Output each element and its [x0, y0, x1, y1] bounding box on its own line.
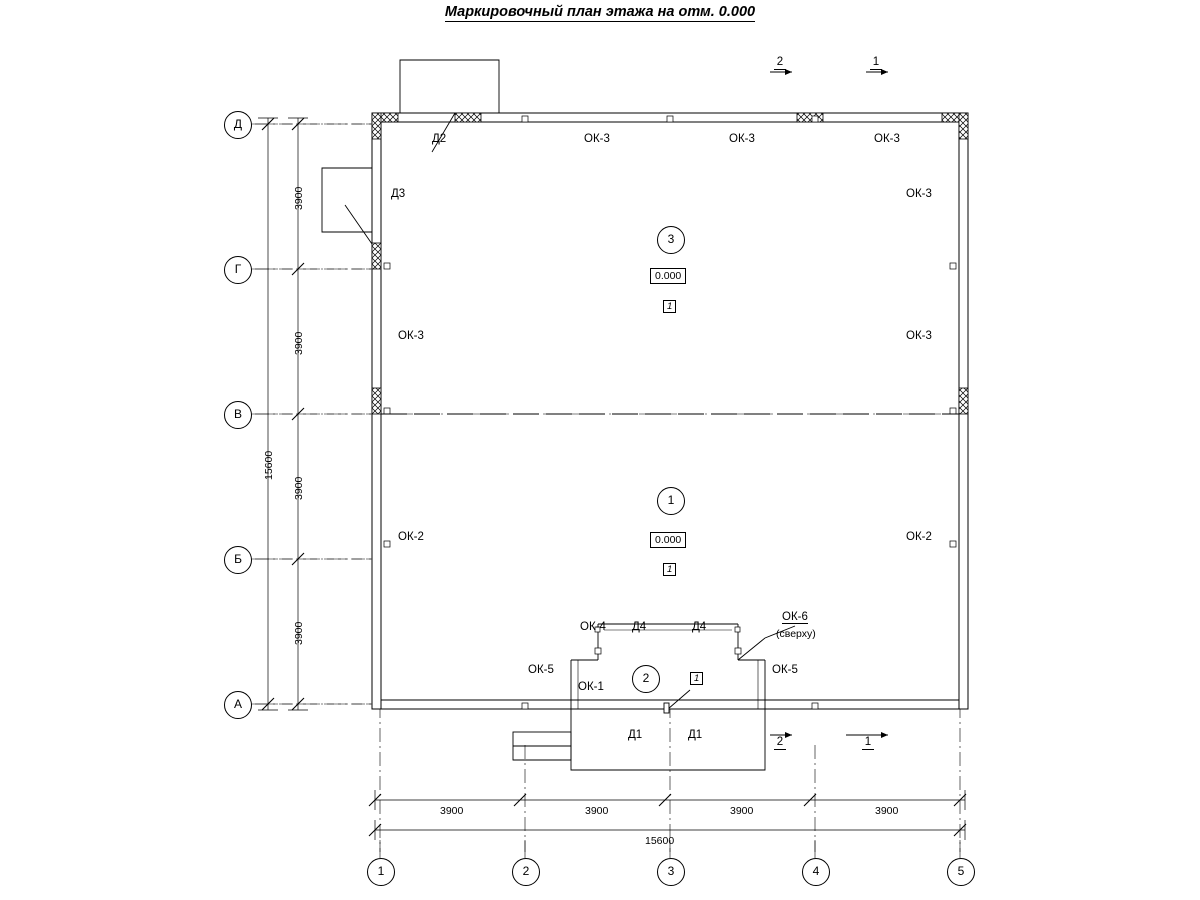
door-label-d3: Д3: [391, 188, 406, 200]
window-label-ok5-right: ОК-5: [772, 664, 798, 676]
window-label-ok3-left: ОК-3: [398, 330, 424, 342]
window-label-ok6: ОК-6: [782, 611, 808, 623]
axis-bubble-3: 3: [657, 858, 685, 886]
window-label-ok1: ОК-1: [578, 681, 604, 693]
door-label-d2: Д2: [432, 133, 447, 145]
drawing-title: Маркировочный план этажа на отм. 0.000: [444, 4, 756, 20]
window-label-ok3-right-2: ОК-3: [906, 330, 932, 342]
hdim-4: 3900: [875, 805, 899, 817]
window-label-ok6-note: (сверху): [776, 628, 816, 640]
door-label-d4-right: Д4: [692, 621, 707, 633]
door-label-d4-left: Д4: [632, 621, 647, 633]
door-label-d1-left: Д1: [628, 729, 643, 741]
room-number-1: 1: [657, 487, 685, 515]
room-1-mark: 1: [663, 563, 676, 576]
window-label-ok3-top-3: ОК-3: [874, 133, 900, 145]
room-2-mark: 1: [690, 672, 703, 685]
window-label-ok2-left: ОК-2: [398, 531, 424, 543]
axis-bubble-1: 1: [367, 858, 395, 886]
room-3-elevation: 0.000: [650, 268, 686, 284]
section-mark-1-bottom: 1: [856, 736, 880, 748]
room-3-mark: 1: [663, 300, 676, 313]
room-number-3: 3: [657, 226, 685, 254]
room-number-2: 2: [632, 665, 660, 693]
vdim-4: 3900: [293, 621, 305, 645]
axis-bubble-g: Г: [224, 256, 252, 284]
room-1-elevation: 0.000: [650, 532, 686, 548]
section-mark-2-top: 2: [768, 56, 792, 68]
vdim-2: 3900: [293, 331, 305, 355]
axis-bubble-v: В: [224, 401, 252, 429]
axis-bubble-b: Б: [224, 546, 252, 574]
vdim-1: 3900: [293, 186, 305, 210]
axis-bubble-5: 5: [947, 858, 975, 886]
window-label-ok3-top-2: ОК-3: [729, 133, 755, 145]
window-label-ok2-right: ОК-2: [906, 531, 932, 543]
vdim-3: 3900: [293, 476, 305, 500]
hdim-1: 3900: [440, 805, 464, 817]
section-mark-1-top: 1: [864, 56, 888, 68]
vdim-total: 15600: [263, 450, 275, 480]
hdim-2: 3900: [585, 805, 609, 817]
window-label-ok5-left: ОК-5: [528, 664, 554, 676]
axis-bubble-2: 2: [512, 858, 540, 886]
axis-bubble-a: А: [224, 691, 252, 719]
door-label-d1-right: Д1: [688, 729, 703, 741]
hdim-total: 15600: [645, 835, 675, 847]
section-mark-2-bottom: 2: [768, 736, 792, 748]
hdim-3: 3900: [730, 805, 754, 817]
window-label-ok3-top-1: ОК-3: [584, 133, 610, 145]
axis-bubble-4: 4: [802, 858, 830, 886]
window-label-ok4: ОК-4: [580, 621, 606, 633]
axis-bubble-d: Д: [224, 111, 252, 139]
window-label-ok3-right-1: ОК-3: [906, 188, 932, 200]
